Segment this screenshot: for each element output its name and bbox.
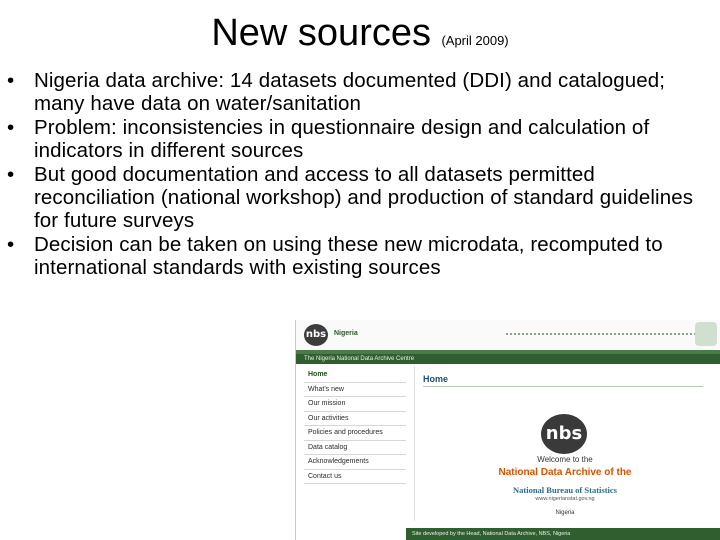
sidebar-item-policies[interactable]: Policies and procedures <box>304 426 406 441</box>
slide-title-date: (April 2009) <box>441 33 509 48</box>
website-sidebar <box>304 368 406 484</box>
bullet-item: • Problem: inconsistencies in questionnaire design and calculation of indicators in different sources <box>7 115 650 163</box>
sidebar-item-data-catalog[interactable]: Data catalog <box>304 441 406 456</box>
website-url[interactable]: www.nigerianstat.gov.ng <box>535 496 595 502</box>
website-content <box>414 366 715 521</box>
sidebar-item-whats-new[interactable]: What's new <box>304 383 406 398</box>
sidebar-item-acknowledgements[interactable]: Acknowledgements <box>304 455 406 470</box>
bureau-name: National Bureau of Statistics <box>513 485 617 495</box>
bullet-item: • Decision can be taken on using these new microdata, recomputed to international standards with existing sources <box>7 232 663 280</box>
website-screenshot <box>295 320 720 540</box>
bullet-text: But good documentation and access to all datasets permitted reconciliation (national workshop) and production of standard guidelines for future surveys <box>34 162 694 233</box>
archive-title: National Data Archive of the <box>498 467 632 478</box>
slide-title-main: New sources <box>211 12 431 54</box>
bullet-list <box>0 69 706 280</box>
website-subbar: The Nigeria National Data Archive Centre <box>296 354 720 364</box>
nbs-logo-icon: nbs <box>304 324 328 346</box>
bullet-text: Decision can be taken on using these new microdata, recomputed to international standards with existing sources <box>34 232 663 280</box>
content-title: Home <box>423 374 703 387</box>
website-header <box>296 320 720 354</box>
bullet-text: Nigeria data archive: 14 datasets documented (DDI) and catalogued; many have data on water/sanitation <box>34 69 666 116</box>
welcome-text: Welcome to the <box>537 455 593 464</box>
country-label: Nigeria <box>555 510 575 516</box>
sidebar-item-home[interactable]: Home <box>304 368 406 383</box>
bullet-text: Problem: inconsistencies in questionnaire design and calculation of indicators in different sources <box>34 115 650 163</box>
nbs-large-logo-icon: nbs <box>541 414 587 454</box>
coat-of-arms-icon <box>695 322 717 346</box>
sidebar-item-contact-us[interactable]: Contact us <box>304 470 406 485</box>
bullet-item: • But good documentation and access to all datasets permitted reconciliation (national workshop) and production of standard guidelines for future surveys <box>7 162 694 233</box>
sidebar-item-our-mission[interactable]: Our mission <box>304 397 406 412</box>
bullet-item: • Nigeria data archive: 14 datasets documented (DDI) and catalogued; many have data on water/sanitation <box>7 69 666 116</box>
website-footer: Site developed by the Head, National Data Archive, NBS, Nigeria <box>406 528 720 540</box>
slide-title <box>0 12 720 55</box>
website-site-name: Nigeria <box>334 330 358 337</box>
sidebar-item-our-activities[interactable]: Our activities <box>304 412 406 427</box>
header-links <box>506 333 696 338</box>
